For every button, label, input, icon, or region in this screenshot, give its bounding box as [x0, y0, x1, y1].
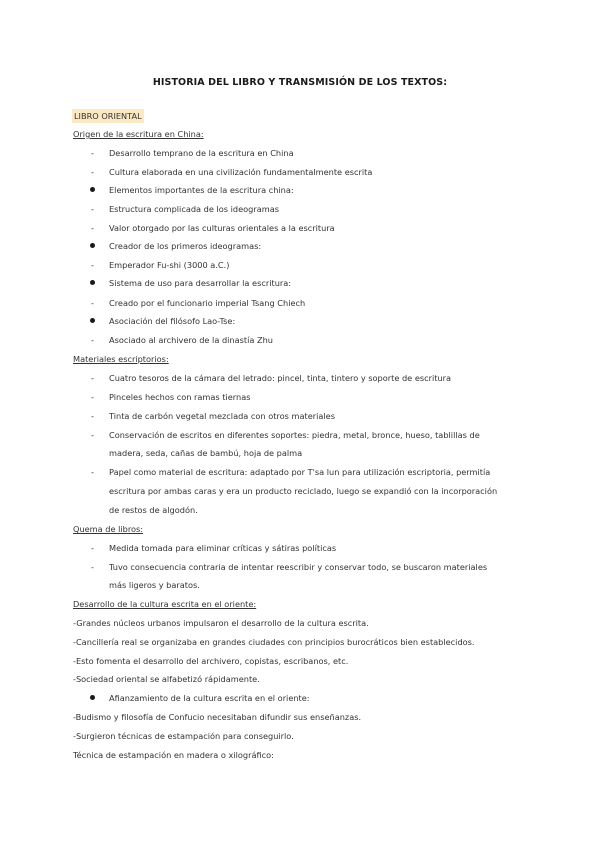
list-item: Asociado al archivero de la dinastía Zhu: [109, 335, 273, 345]
text-line: -Sociedad oriental se alfabetizó rápidamente.: [73, 674, 260, 684]
list-item: Afianzamiento de la cultura escrita en el oriente:: [109, 693, 310, 703]
heading-materiales: Materiales escriptorios:: [73, 354, 169, 364]
bullet-icon: [90, 243, 95, 248]
bullet-icon: [90, 187, 95, 192]
text-line: -Cancillería real se organizaba en grandes ciudades con principios burocráticos bien establecidos.: [73, 637, 475, 647]
dash-marker: -: [91, 562, 94, 572]
list-item: Elementos importantes de la escritura china:: [109, 185, 294, 195]
list-item-continuation: de restos de algodón.: [109, 505, 198, 515]
list-item: Papel como material de escritura: adaptado por T'sa lun para utilización escriptoria, permitía: [109, 467, 491, 477]
list-item-continuation: escritura por ambas caras y era un producto reciclado, luego se expandió con la incorporación: [109, 486, 498, 496]
text-line: -Esto fomenta el desarrollo del archivero, copistas, escribanos, etc.: [73, 656, 349, 666]
list-item: Cuatro tesoros de la cámara del letrado: pincel, tinta, tintero y soporte de escritura: [109, 373, 452, 383]
dash-marker: -: [91, 260, 94, 270]
dash-marker: -: [91, 392, 94, 402]
section-label-libro-oriental: LIBRO ORIENTAL: [74, 111, 142, 121]
list-item: Pinceles hechos con ramas tiernas: [109, 392, 251, 402]
dash-marker: -: [91, 411, 94, 421]
list-item: Creado por el funcionario imperial Tsang Chiech: [109, 298, 306, 308]
dash-marker: -: [91, 298, 94, 308]
heading-origen: Origen de la escritura en China:: [73, 129, 204, 139]
list-item-continuation: más ligeros y baratos.: [109, 580, 200, 590]
list-item: Creador de los primeros ideogramas:: [109, 241, 262, 251]
bullet-icon: [90, 695, 95, 700]
list-item: Cultura elaborada en una civilización fundamentalmente escrita: [109, 167, 373, 177]
list-item: Asociación del filósofo Lao-Tse:: [109, 316, 236, 326]
text-line: Técnica de estampación en madera o xilográfico:: [73, 750, 274, 760]
list-item: Emperador Fu-shi (3000 a.C.): [109, 260, 230, 270]
list-item: Desarrollo temprano de la escritura en China: [109, 148, 294, 158]
dash-marker: -: [91, 373, 94, 383]
text-line: -Budismo y filosofía de Confucio necesitaban difundir sus enseñanzas.: [73, 712, 362, 722]
list-item: Sistema de uso para desarrollar la escritura:: [109, 278, 292, 288]
text-line: -Grandes núcleos urbanos impulsaron el desarrollo de la cultura escrita.: [73, 618, 369, 628]
list-item-continuation: madera, seda, cañas de bambú, hoja de palma: [109, 448, 303, 458]
heading-desarrollo: Desarrollo de la cultura escrita en el oriente:: [73, 599, 257, 609]
list-item: Valor otorgado por las culturas orientales a la escritura: [109, 223, 335, 233]
dash-marker: -: [91, 204, 94, 214]
bullet-icon: [90, 318, 95, 323]
list-item: Tuvo consecuencia contraria de intentar reescribir y conservar todo, se buscaron materiales: [109, 562, 488, 572]
list-item: Conservación de escritos en diferentes soportes: piedra, metal, bronce, hueso, tablillas de: [109, 430, 480, 440]
dash-marker: -: [91, 430, 94, 440]
list-item: Tinta de carbón vegetal mezclada con otros materiales: [109, 411, 335, 421]
document-title: HISTORIA DEL LIBRO Y TRANSMISIÓN DE LOS TEXTOS:: [152, 77, 448, 88]
dash-marker: -: [91, 543, 94, 553]
bullet-icon: [90, 280, 95, 285]
dash-marker: -: [91, 167, 94, 177]
text-line: -Surgieron técnicas de estampación para conseguirlo.: [73, 731, 294, 741]
heading-quema: Quema de libros:: [73, 524, 144, 534]
dash-marker: -: [91, 148, 94, 158]
list-item: Estructura complicada de los ideogramas: [109, 204, 280, 214]
dash-marker: -: [91, 223, 94, 233]
list-item: Medida tomada para eliminar críticas y sátiras políticas: [109, 543, 337, 553]
dash-marker: -: [91, 335, 94, 345]
dash-marker: -: [91, 467, 94, 477]
